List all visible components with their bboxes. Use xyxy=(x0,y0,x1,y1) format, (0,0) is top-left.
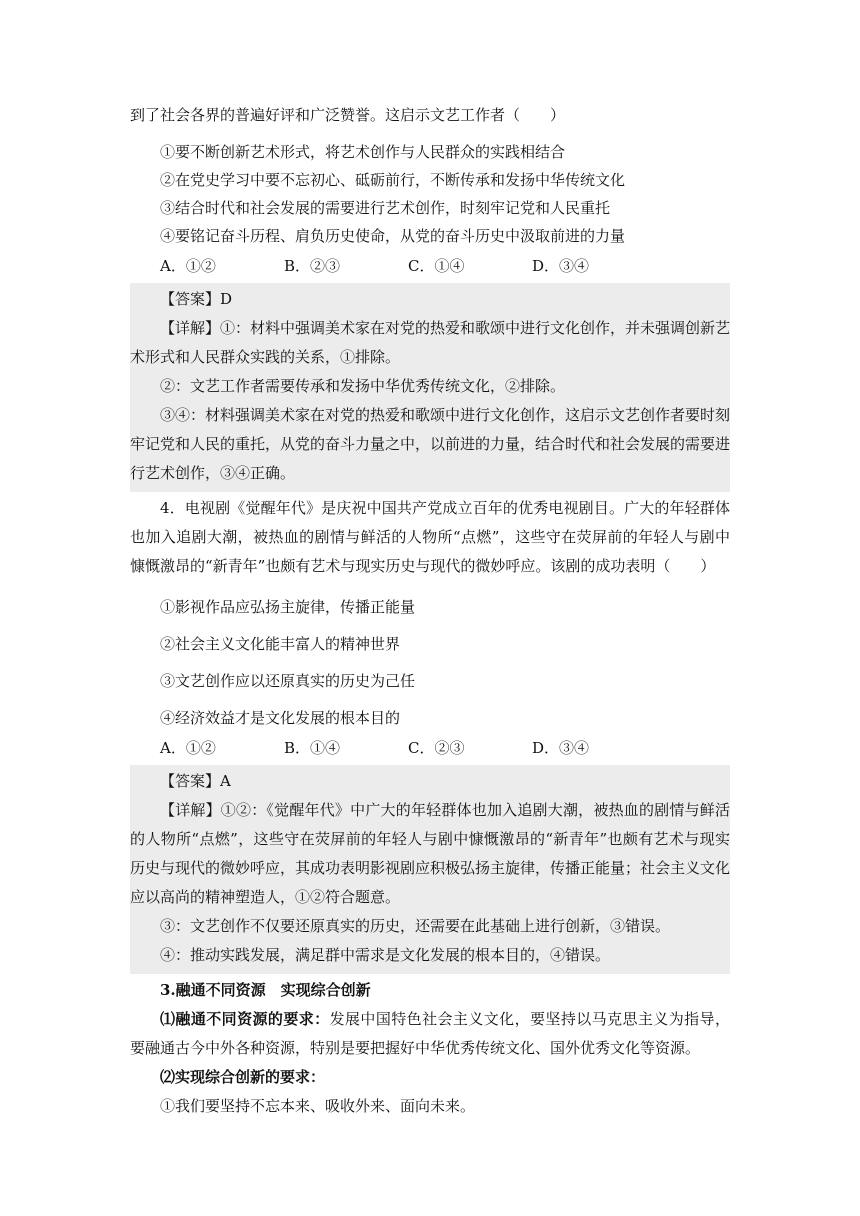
statement-item: ②社会主义文化能丰富人的精神世界 xyxy=(160,635,401,653)
explanation-paragraph: ②：文艺工作者需要传承和发扬中华优秀传统文化，②排除。 xyxy=(160,377,566,395)
requirement-item: ①我们要坚持不忘本来、吸收外来、面向未来。 xyxy=(160,1097,476,1115)
question-stem: 4．电视剧《觉醒年代》是庆祝中国共产党成立百年的优秀电视剧目。广大的年轻群体也加入追剧大潮，被热血的剧情与鲜活的人物所“点燃”，这些守在荧屏前的年轻人与剧中慷慨激昂的“新青年”也颇有艺术与现实历史与现代的微妙呼应。该剧的成功表明（ ） xyxy=(130,499,730,575)
answer-options xyxy=(130,737,730,759)
statement-item: ④要铭记奋斗历程、肩负历史使命，从党的奋斗历史中汲取前进的力量 xyxy=(160,227,626,245)
answer-label: 【答案】A xyxy=(160,772,231,790)
explanation-paragraph: 【详解】①②：《觉醒年代》中广大的年轻群体也加入追剧大潮，被热血的剧情与鲜活的人物所“点燃”，这些守在荧屏前的年轻人与剧中慷慨激昂的“新青年”也颇有艺术与现实历史与现代的微妙呼应，其成功表明影视剧应积极弘扬主旋律，传播正能量；社会主义文化应以高尚的精神塑造人，①②符合题意。 xyxy=(130,801,731,906)
explanation-paragraph: ③④：材料强调美术家在对党的热爱和歌颂中进行文化创作，这启示文艺创作者要时刻牢记党和人民的重托，从党的奋斗力量之中，以前进的力量，结合时代和社会发展的需要进行艺术创作，③④正确。 xyxy=(130,406,731,482)
option-d: D．③④ xyxy=(532,739,590,757)
option-a: A．①② xyxy=(160,257,216,275)
statement-item: ③文艺创作应以还原真实的历史为己任 xyxy=(160,672,416,690)
option-a: A．①② xyxy=(160,739,216,757)
option-c: C．②③ xyxy=(408,739,465,757)
explanation-paragraph: ④：推动实践发展，满足群中需求是文化发展的根本目的，④错误。 xyxy=(160,946,611,964)
requirement-label: ⑴融通不同资源的要求： xyxy=(160,1010,330,1028)
statement-item: ①要不断创新艺术形式，将艺术创作与人民群众的实践相结合 xyxy=(160,143,566,161)
requirement-text: 发展中国特色社会主义文化，要坚持以马克思主义为指导，要融通古今中外各种资源，特别是要把握好中华优秀传统文化、国外优秀文化等资源。 xyxy=(130,1010,730,1057)
explanation-paragraph: ③：文艺创作不仅要还原真实的历史，还需要在此基础上进行创新，③错误。 xyxy=(160,917,671,935)
option-d: D．③④ xyxy=(532,257,590,275)
document-page xyxy=(130,104,730,1121)
statement-item: ②在党史学习中要不忘初心、砥砺前行，不断传承和发扬中华传统文化 xyxy=(160,171,626,189)
answer-explanation-box xyxy=(130,765,730,974)
option-b: B．②③ xyxy=(284,257,341,275)
option-c: C．①④ xyxy=(408,257,465,275)
answer-options xyxy=(130,255,730,277)
requirement-label: ⑵实现综合创新的要求： xyxy=(160,1068,326,1086)
requirement-paragraph xyxy=(130,1005,730,1063)
section-heading: 3.融通不同资源 实现综合创新 xyxy=(160,981,371,999)
explanation-paragraph: 【详解】①：材料中强调美术家在对党的热爱和歌颂中进行文化创作，并未强调创新艺术形式和人民群众实践的关系，①排除。 xyxy=(130,319,731,366)
answer-label: 【答案】D xyxy=(160,290,233,308)
statement-item: ④经济效益才是文化发展的根本目的 xyxy=(160,709,401,727)
statement-item: ③结合时代和社会发展的需要进行艺术创作，时刻牢记党和人民重托 xyxy=(160,199,611,217)
statement-item: ①影视作品应弘扬主旋律，传播正能量 xyxy=(160,598,416,616)
question-stem-tail: 到了社会各界的普遍好评和广泛赞誉。这启示文艺工作者（ ） xyxy=(130,106,566,124)
answer-explanation-box xyxy=(130,283,730,492)
option-b: B．①④ xyxy=(284,739,341,757)
